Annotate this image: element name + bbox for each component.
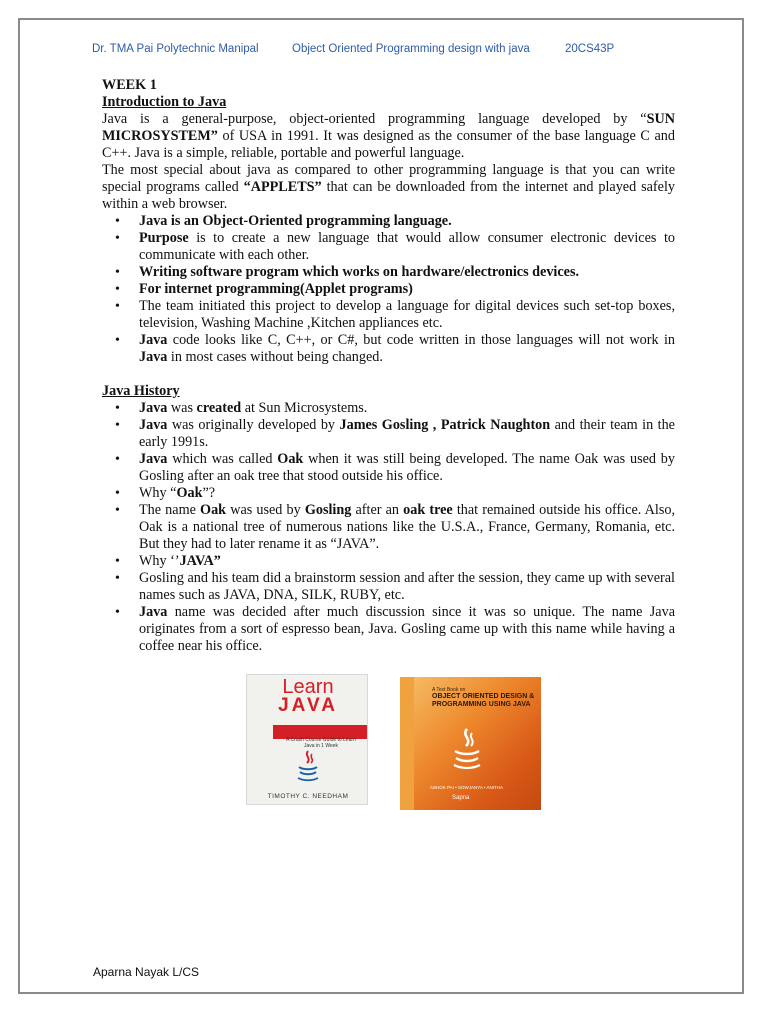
textbook-title: OBJECT ORIENTED DESIGN & PROGRAMMING USING JAVA: [432, 693, 535, 708]
history-bullet-list: [102, 400, 675, 655]
book-spine: [400, 677, 414, 810]
list-item: • Gosling and his team did a brainstorm session and after the session, they came up with several names such as JAVA, DNA, SILK, RUBY, etc.: [115, 570, 675, 603]
list-item: • Why “Oak”?: [115, 485, 216, 501]
bullet-icon: •: [115, 418, 120, 433]
page-header: [0, 43, 768, 59]
learn-book-author: TIMOTHY C. NEEDHAM: [267, 793, 349, 800]
bullet-icon: •: [115, 452, 120, 467]
learn-book-title: Learn: [282, 676, 334, 698]
list-item: • Java is an Object-Oriented programming language.: [115, 213, 452, 229]
textbook-authors: ASHOK PAI • SOWJANYA • ANITHA: [430, 785, 503, 790]
header-course: Object Oriented Programming design with java: [292, 43, 530, 55]
bullet-icon: •: [115, 231, 120, 246]
list-item: • The team initiated this project to develop a language for digital devices such set-top boxes, television, Washing Machine ,Kitchen appliances etc.: [115, 298, 675, 331]
intro-bullet-list: [102, 213, 675, 366]
list-item: • Java which was called Oak when it was still being developed. The name Oak was used by Gosling after an oak tree that stood outside his office.: [115, 451, 675, 484]
java-logo-icon: [293, 749, 323, 783]
bullet-icon: •: [115, 265, 120, 280]
learn-book-java: JAVA: [278, 695, 338, 716]
intro-paragraph-1: Java is a general-purpose, object-oriented programming language developed by “SUN MICROSYSTEM” of USA in 1991. It was designed as the consumer of the base language C and C++. Java is a simple, reliable, portable and powerful language.: [102, 111, 675, 161]
java-logo-icon: [448, 727, 486, 771]
bullet-icon: •: [115, 282, 120, 297]
bullet-icon: •: [115, 503, 120, 518]
list-item: • Java was originally developed by James Gosling , Patrick Naughton and their team in the early 1991s.: [115, 417, 675, 450]
bullet-icon: •: [115, 486, 120, 501]
bullet-icon: •: [115, 333, 120, 348]
textbook-cover: [400, 677, 541, 810]
bullet-icon: •: [115, 214, 120, 229]
list-item: • Java name was decided after much discussion since it was so unique. The name Java originates from a sort of espresso bean, Java. Gosling came up with this name while having a coffee near his office.: [115, 604, 675, 654]
intro-paragraph-2: The most special about java as compared to other programming language is that you can write special programs called “APPLETS” that can be downloaded from the internet and played safely within a web browser.: [102, 162, 675, 212]
bullet-icon: •: [115, 554, 120, 569]
intro-heading: Introduction to Java: [102, 94, 227, 110]
bullet-icon: •: [115, 299, 120, 314]
list-item: • Writing software program which works on hardware/electronics devices.: [115, 264, 580, 280]
list-item: • The name Oak was used by Gosling after an oak tree that remained outside his office. Also, Oak is a national tree of numerous nations like the U.S.A., France, Germany, Romania, etc. But they had to later rename it as “JAVA”.: [115, 502, 676, 552]
list-item: • For internet programming(Applet programs): [115, 281, 413, 297]
bullet-icon: •: [115, 571, 120, 586]
page-footer: Aparna Nayak L/CS: [93, 965, 200, 979]
history-heading: Java History: [102, 383, 180, 399]
publisher-logo: Sapna: [452, 795, 470, 801]
list-item: • Why ‘’JAVA”: [115, 553, 221, 569]
list-item: • Purpose is to create a new language that would allow consumer electronic devices to communicate with each other.: [115, 230, 675, 263]
bullet-icon: •: [115, 605, 120, 620]
document-body: [102, 77, 675, 655]
week-heading: WEEK 1: [102, 77, 157, 93]
learn-java-book-cover: [246, 674, 368, 805]
learn-book-subtitle: A Crash Course Guide to Learn Java in 1 Week: [286, 737, 356, 749]
header-institute: Dr. TMA Pai Polytechnic Manipal: [92, 43, 259, 55]
list-item: • Java code looks like C, C++, or C#, but code written in those languages will not work in Java in most cases without being changed.: [115, 332, 675, 365]
textbook-kicker: A Text Book on: [432, 687, 466, 693]
header-course-code: 20CS43P: [565, 43, 615, 55]
list-item: • Java was created at Sun Microsystems.: [115, 400, 368, 416]
bullet-icon: •: [115, 401, 120, 416]
